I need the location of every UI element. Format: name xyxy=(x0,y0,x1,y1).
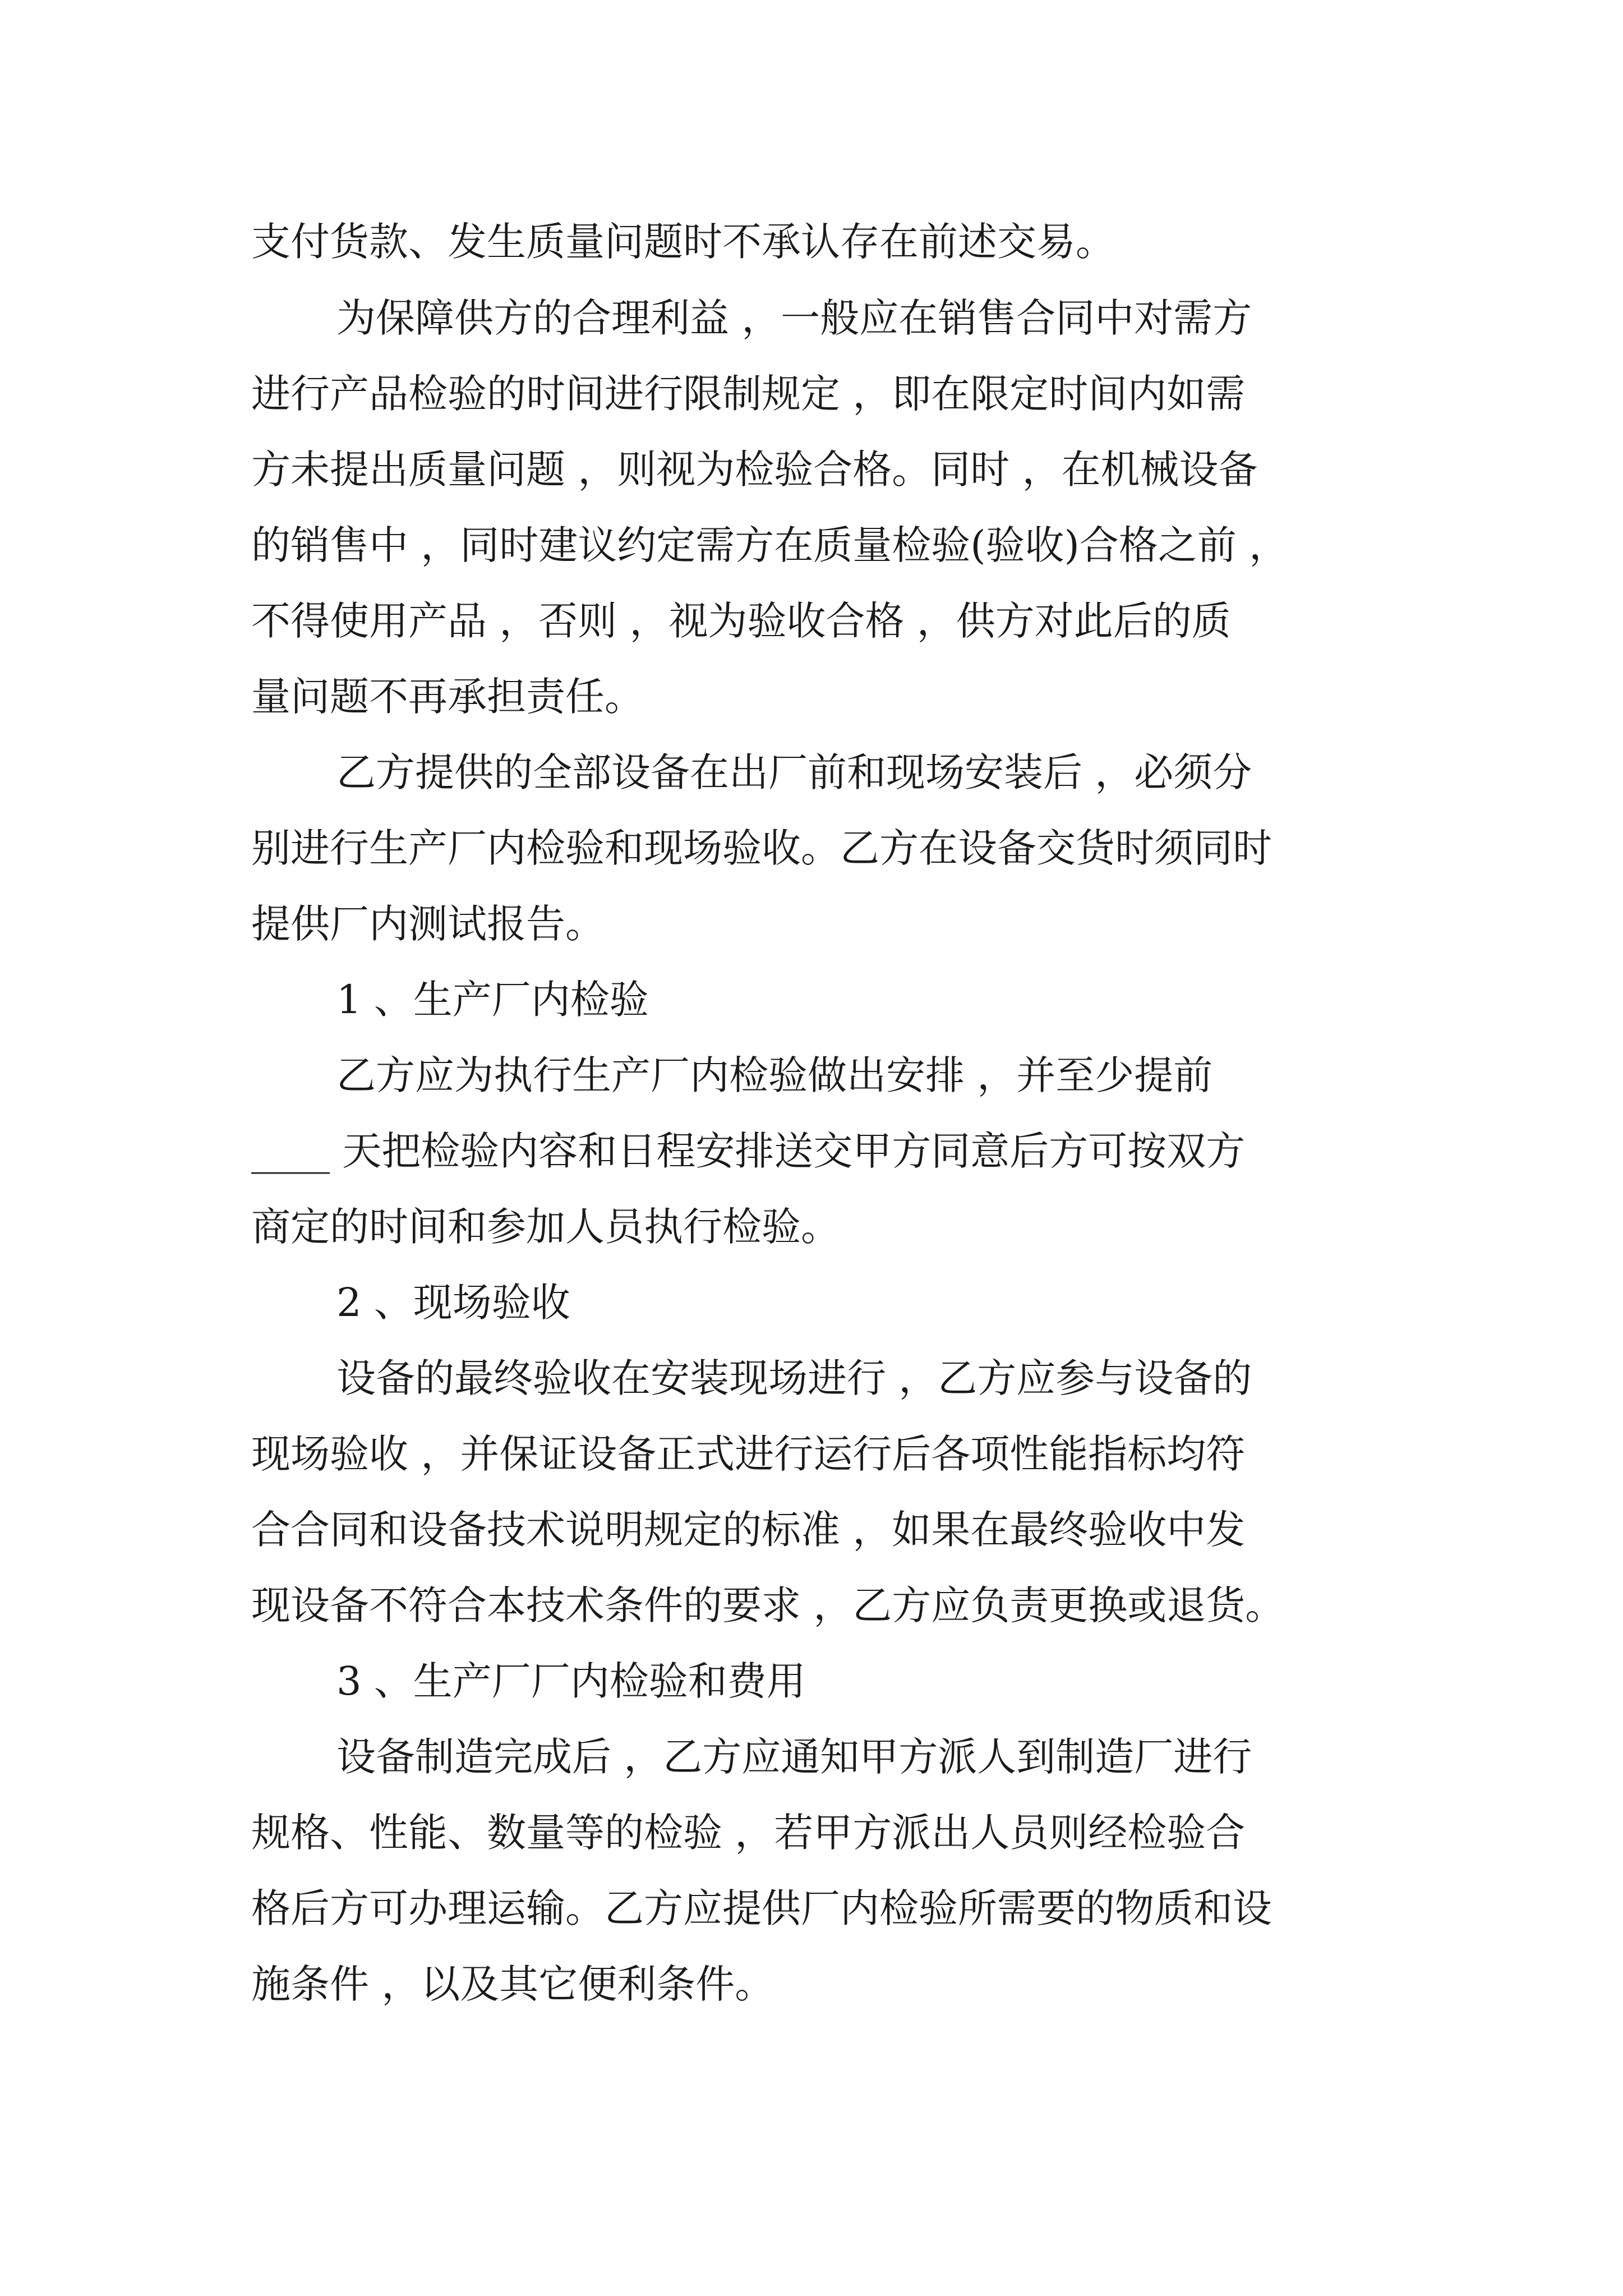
text-line: 量问题不再承担责任。 xyxy=(251,674,644,720)
text-line: 方未提出质量问题 ，则视为检验合格。同时 ，在机械设备 xyxy=(251,447,1258,493)
text-line: 进行产品检验的时间进行限制规定 ，即在限定时间内如需 xyxy=(251,371,1246,417)
text-line: 现设备不符合本技术条件的要求 ，乙方应负责更换或退货。 xyxy=(251,1582,1285,1628)
text-line: 格后方可办理运输。乙方应提供厂内检验所需要的物质和设 xyxy=(251,1885,1272,1931)
text-line: 施条件 ，以及其它便利条件。 xyxy=(251,1961,774,2007)
text-line: 支付货款、发生质量问题时不承认存在前述交易。 xyxy=(251,219,1115,265)
section-heading: 1 、生产厂内检验 xyxy=(336,977,649,1023)
text-line: 商定的时间和参加人员执行检验。 xyxy=(251,1204,840,1250)
paragraph-first-line: 设备的最终验收在安装现场进行 ，乙方应参与设备的 xyxy=(336,1355,1252,1401)
text-line: 不得使用产品 ，否则 ，视为验收合格 ，供方对此后的质 xyxy=(251,598,1231,644)
paragraph-first-line: 为保障供方的合理利益 ，一般应在销售合同中对需方 xyxy=(336,295,1252,341)
section-heading: 2 、现场验收 xyxy=(336,1280,570,1326)
text-line: 提供厂内测试报告。 xyxy=(251,901,605,947)
text-line: 现场验收 ，并保证设备正式进行运行后各项性能指标均符 xyxy=(251,1431,1246,1477)
text-line-with-blank: ____ 天把检验内容和日程安排送交甲方同意后方可按双方 xyxy=(251,1128,1246,1174)
text-line: 合合同和设备技术说明规定的标准 ，如果在最终验收中发 xyxy=(251,1507,1246,1553)
text-line: 的销售中 ，同时建议约定需方在质量检验(验收)合格之前 ， xyxy=(251,522,1289,568)
text-line: 规格、性能、数量等的检验 ，若甲方派出人员则经检验合 xyxy=(251,1810,1246,1856)
paragraph-first-line: 设备制造完成后 ，乙方应通知甲方派人到制造厂进行 xyxy=(336,1734,1252,1780)
text-line: 别进行生产厂内检验和现场验收。乙方在设备交货时须同时 xyxy=(251,825,1272,871)
paragraph-first-line: 乙方应为执行生产厂内检验做出安排 ，并至少提前 xyxy=(336,1052,1213,1098)
section-heading: 3 、生产厂厂内检验和费用 xyxy=(336,1658,806,1704)
paragraph-first-line: 乙方提供的全部设备在出厂前和现场安装后 ，必须分 xyxy=(336,749,1252,795)
